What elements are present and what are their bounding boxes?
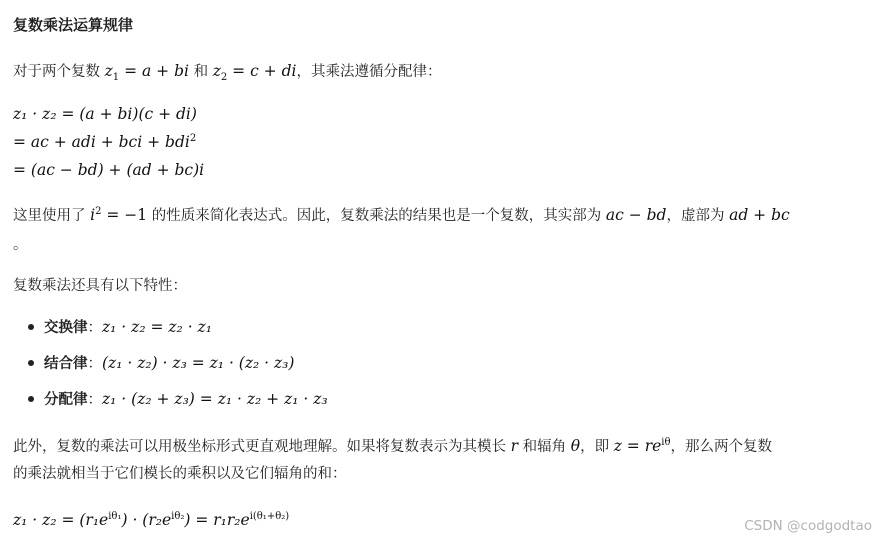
derivation-line-3: = (ac − bd) + (ad + bc)i: [13, 161, 205, 179]
i-exponent: 2: [95, 205, 102, 217]
polar-product-part-1: z₁ · z₂ = (r₁e: [13, 511, 109, 529]
property-separator: ：: [87, 320, 102, 336]
z2-symbol: [212, 62, 297, 84]
z2-definition: = c + di: [227, 62, 297, 80]
explanation-text-3: ，虚部为: [666, 208, 730, 224]
z1-definition: = a + bi: [119, 62, 189, 80]
properties-list: [13, 316, 328, 424]
csdn-watermark: CSDN @codgodtao: [744, 518, 872, 534]
property-label: 结合律: [44, 356, 88, 372]
polar-product-formula: [13, 510, 289, 530]
bullet-icon: [28, 360, 34, 366]
property-separator: ：: [87, 392, 102, 408]
polar-paragraph: [13, 436, 772, 457]
derivation-line-2-text: = ac + adi + bci + bdi: [13, 133, 190, 151]
z1-subscript: 1: [112, 72, 120, 84]
polar-text-2: 和辐角: [518, 439, 571, 455]
list-item: [13, 352, 328, 388]
explanation-text-1: 这里使用了: [13, 208, 91, 224]
modulus-symbol: r: [510, 437, 519, 455]
polar-product-part-2: ) · (r₂e: [121, 511, 172, 529]
polar-text-3: ，即: [580, 439, 614, 455]
list-item: [13, 316, 328, 352]
property-formula: z₁ · (z₂ + z₃) = z₁ · z₂ + z₁ · z₃: [102, 390, 328, 408]
polar-form-exponent: iθ: [661, 436, 671, 448]
derivation-line-1: z₁ · z₂ = (a + bi)(c + di): [13, 105, 197, 123]
explanation-text-2: 的性质来简化表达式。因此，复数乘法的结果也是一个复数，其实部为: [147, 208, 606, 224]
intro-text-1: 对于两个复数: [13, 64, 105, 80]
polar-text-4: ，那么两个复数: [670, 439, 773, 455]
imaginary-part-formula: ad + bc: [729, 206, 790, 224]
property-separator: ：: [87, 356, 102, 372]
polar-product-part-3: ) = r₁r₂e: [184, 511, 250, 529]
intro-paragraph: [13, 61, 441, 82]
property-formula: z₁ · z₂ = z₂ · z₁: [102, 318, 212, 336]
list-item: [13, 388, 328, 424]
z2-subscript: 2: [220, 72, 228, 84]
z2-letter: z: [212, 62, 221, 80]
i-symbol: i: [90, 206, 96, 224]
properties-intro: 复数乘法还具有以下特性：: [13, 278, 187, 294]
derivation-line-2: [13, 132, 196, 152]
intro-text-3: ，其乘法遵循分配律：: [296, 64, 442, 80]
bullet-icon: [28, 396, 34, 402]
polar-form-base: z = re: [613, 437, 662, 455]
polar-text-1: 此外，复数的乘法可以用极坐标形式更直观地理解。如果将复数表示为其模长: [13, 439, 511, 455]
polar-product-exponent-1: iθ₁: [108, 510, 122, 522]
property-label: 交换律: [44, 320, 88, 336]
i-squared-value: = −1: [101, 206, 148, 224]
real-part-formula: ac − bd: [605, 206, 667, 224]
explanation-paragraph: [13, 205, 790, 226]
z1-letter: z: [104, 62, 113, 80]
property-label: 分配律: [44, 392, 88, 408]
bullet-icon: [28, 324, 34, 330]
derivation-line-2-exponent: 2: [189, 132, 197, 144]
z1-symbol: [104, 62, 189, 84]
property-formula: (z₁ · z₂) · z₃ = z₁ · (z₂ · z₃): [102, 354, 295, 372]
polar-product-exponent-3: i(θ₁+θ₂): [249, 510, 290, 522]
polar-product-exponent-2: iθ₂: [171, 510, 185, 522]
polar-paragraph-line-2: 的乘法就相当于它们模长的乘积以及它们辐角的和：: [13, 466, 347, 482]
intro-text-2: 和: [188, 64, 213, 80]
argument-symbol: θ: [570, 437, 581, 455]
i-squared-formula: [90, 206, 147, 224]
polar-form-formula: [614, 437, 671, 455]
explanation-period: 。: [13, 237, 28, 253]
section-heading: 复数乘法运算规律: [13, 16, 134, 34]
